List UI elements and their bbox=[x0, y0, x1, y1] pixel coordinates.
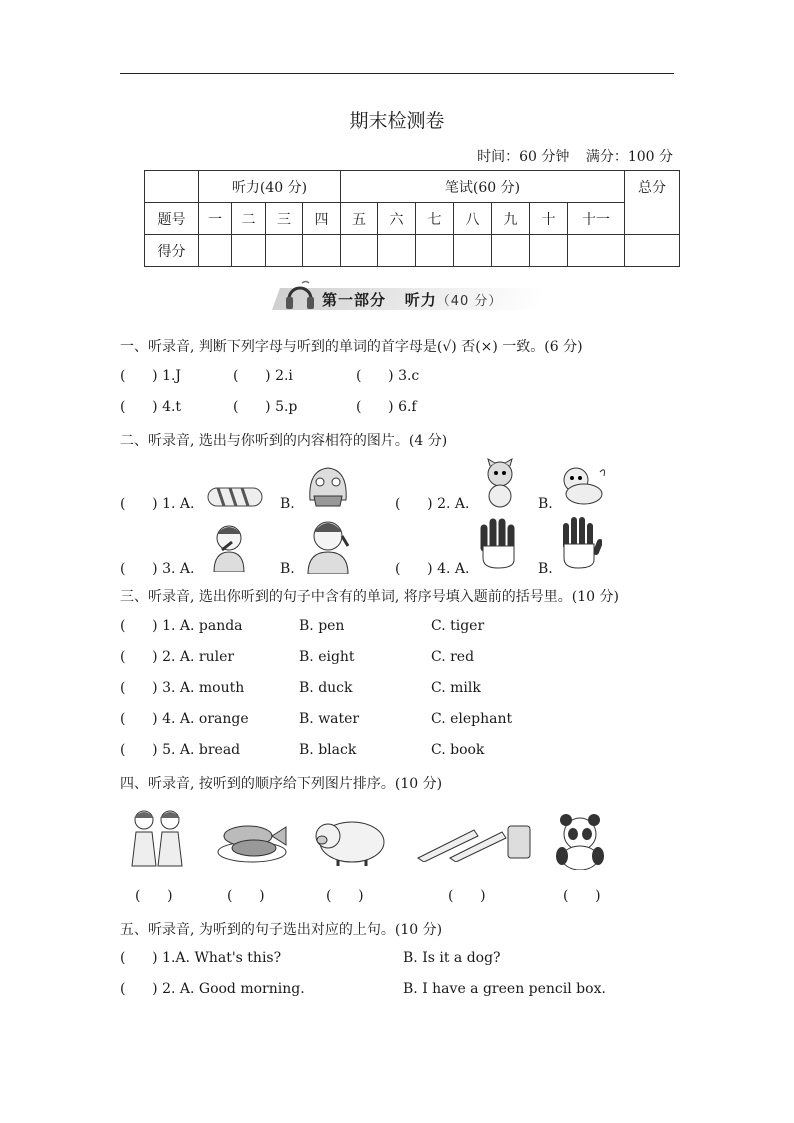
col-11: 十一 bbox=[568, 203, 625, 235]
boy-nose-icon bbox=[204, 520, 254, 572]
sec3-q2-b: B. eight bbox=[299, 649, 355, 665]
section-3-heading: 三、听录音, 选出你听到的句子中含有的单词, 将序号填入题前的括号里。(10 分) bbox=[120, 589, 619, 605]
score-table bbox=[144, 170, 680, 267]
sec4-blank-5[interactable]: ( ) bbox=[563, 888, 601, 904]
sec2-q1[interactable]: ( ) 1. A. bbox=[120, 496, 195, 512]
col-4: 四 bbox=[303, 203, 341, 235]
col-2: 二 bbox=[232, 203, 266, 235]
section-4-heading: 四、听录音, 按听到的顺序给下列图片排序。(10 分) bbox=[120, 776, 443, 792]
sec3-q1-b: B. pen bbox=[299, 618, 345, 634]
score-cell[interactable] bbox=[378, 235, 416, 267]
col-9: 九 bbox=[492, 203, 530, 235]
cat-icon bbox=[478, 458, 524, 510]
fish-icon bbox=[214, 812, 290, 864]
question-number-label: 题号 bbox=[145, 203, 199, 235]
listening-header: 听力(40 分) bbox=[199, 171, 341, 203]
sec4-blank-2[interactable]: ( ) bbox=[227, 888, 265, 904]
score-cell[interactable] bbox=[266, 235, 303, 267]
sec1-item-3[interactable]: ( ) 3.c bbox=[356, 368, 420, 384]
writing-header: 笔试(60 分) bbox=[341, 171, 625, 203]
sec3-q2[interactable]: ( ) 2. A. ruler bbox=[120, 649, 235, 665]
sec1-item-4[interactable]: ( ) 4.t bbox=[120, 399, 182, 415]
sec5-q2-b: B. I have a green pencil box. bbox=[403, 981, 606, 997]
full-score: 满分：100 分 bbox=[585, 149, 673, 165]
sec1-item-6[interactable]: ( ) 6.f bbox=[356, 399, 417, 415]
sec5-q1[interactable]: ( ) 1.A. What's this? bbox=[120, 950, 282, 966]
col-6: 六 bbox=[378, 203, 416, 235]
boy-ear-icon bbox=[300, 514, 356, 574]
sec3-q3-b: B. duck bbox=[299, 680, 353, 696]
part-label: 第一部分 bbox=[322, 291, 387, 309]
sec4-blank-1[interactable]: ( ) bbox=[135, 888, 173, 904]
sec1-item-1[interactable]: ( ) 1.J bbox=[120, 368, 182, 384]
section-5-heading: 五、听录音, 为听到的句子选出对应的上句。(10 分) bbox=[120, 922, 443, 938]
section-2-heading: 二、听录音, 选出与你听到的内容相符的图片。(4 分) bbox=[120, 433, 448, 449]
score-cell[interactable] bbox=[568, 235, 625, 267]
exam-meta bbox=[477, 146, 673, 166]
sec3-q4[interactable]: ( ) 4. A. orange bbox=[120, 711, 249, 727]
sec3-q5-b: B. black bbox=[299, 742, 357, 758]
score-cell[interactable] bbox=[199, 235, 232, 267]
top-rule bbox=[120, 73, 674, 74]
score-label: 得分 bbox=[145, 235, 199, 267]
sec5-q1-b: B. Is it a dog? bbox=[403, 950, 501, 966]
sec4-blank-3[interactable]: ( ) bbox=[326, 888, 364, 904]
pencils-eraser-icon bbox=[414, 822, 534, 862]
sec2-q2[interactable]: ( ) 2. A. bbox=[395, 496, 470, 512]
total-header: 总分 bbox=[625, 171, 680, 235]
sec2-q4[interactable]: ( ) 4. A. bbox=[395, 561, 470, 577]
sec4-blank-4[interactable]: ( ) bbox=[448, 888, 486, 904]
two-girls-icon bbox=[124, 806, 192, 870]
score-cell[interactable] bbox=[530, 235, 568, 267]
score-cell[interactable] bbox=[416, 235, 454, 267]
col-7: 七 bbox=[416, 203, 454, 235]
col-8: 八 bbox=[454, 203, 492, 235]
sec5-q2[interactable]: ( ) 2. A. Good morning. bbox=[120, 981, 305, 997]
part-one-banner bbox=[246, 279, 546, 315]
sec3-q4-c: C. elephant bbox=[431, 711, 513, 727]
sec3-q5-c: C. book bbox=[431, 742, 485, 758]
sec2-q3-b: B. bbox=[280, 561, 295, 577]
sec2-q2-b: B. bbox=[538, 496, 553, 512]
bag-icon bbox=[300, 460, 356, 516]
dog-icon bbox=[556, 462, 608, 508]
col-5: 五 bbox=[341, 203, 378, 235]
panda-icon bbox=[550, 812, 610, 870]
score-cell[interactable] bbox=[625, 235, 680, 267]
sec3-q4-b: B. water bbox=[299, 711, 360, 727]
sec1-item-5[interactable]: ( ) 5.p bbox=[233, 399, 298, 415]
sec3-q5[interactable]: ( ) 5. A. bread bbox=[120, 742, 241, 758]
score-cell[interactable] bbox=[232, 235, 266, 267]
part-name: 听力 bbox=[404, 291, 437, 309]
col-10: 十 bbox=[530, 203, 568, 235]
pencil-box-icon bbox=[206, 484, 266, 510]
headphones-icon bbox=[284, 279, 316, 313]
time-limit: 时间：60 分钟 bbox=[477, 149, 570, 165]
sec3-q1[interactable]: ( ) 1. A. panda bbox=[120, 618, 243, 634]
sec3-q1-c: C. tiger bbox=[431, 618, 485, 634]
four-fingers-icon bbox=[478, 518, 520, 570]
col-3: 三 bbox=[266, 203, 303, 235]
col-1: 一 bbox=[199, 203, 232, 235]
sec2-q4-b: B. bbox=[538, 561, 553, 577]
score-cell[interactable] bbox=[341, 235, 378, 267]
five-fingers-icon bbox=[560, 516, 602, 570]
pig-icon bbox=[310, 814, 390, 866]
section-1-heading: 一、听录音, 判断下列字母与听到的单词的首字母是(√) 否(×) 一致。(6 分) bbox=[120, 339, 583, 355]
sec3-q3-c: C. milk bbox=[431, 680, 481, 696]
score-cell[interactable] bbox=[492, 235, 530, 267]
score-cell[interactable] bbox=[303, 235, 341, 267]
page-title: 期末检测卷 bbox=[349, 110, 445, 132]
sec3-q3[interactable]: ( ) 3. A. mouth bbox=[120, 680, 245, 696]
part-points: （40 分） bbox=[436, 294, 503, 309]
sec2-q1-b: B. bbox=[280, 496, 295, 512]
score-cell[interactable] bbox=[454, 235, 492, 267]
sec1-item-2[interactable]: ( ) 2.i bbox=[233, 368, 293, 384]
sec3-q2-c: C. red bbox=[431, 649, 475, 665]
sec2-q3[interactable]: ( ) 3. A. bbox=[120, 561, 195, 577]
